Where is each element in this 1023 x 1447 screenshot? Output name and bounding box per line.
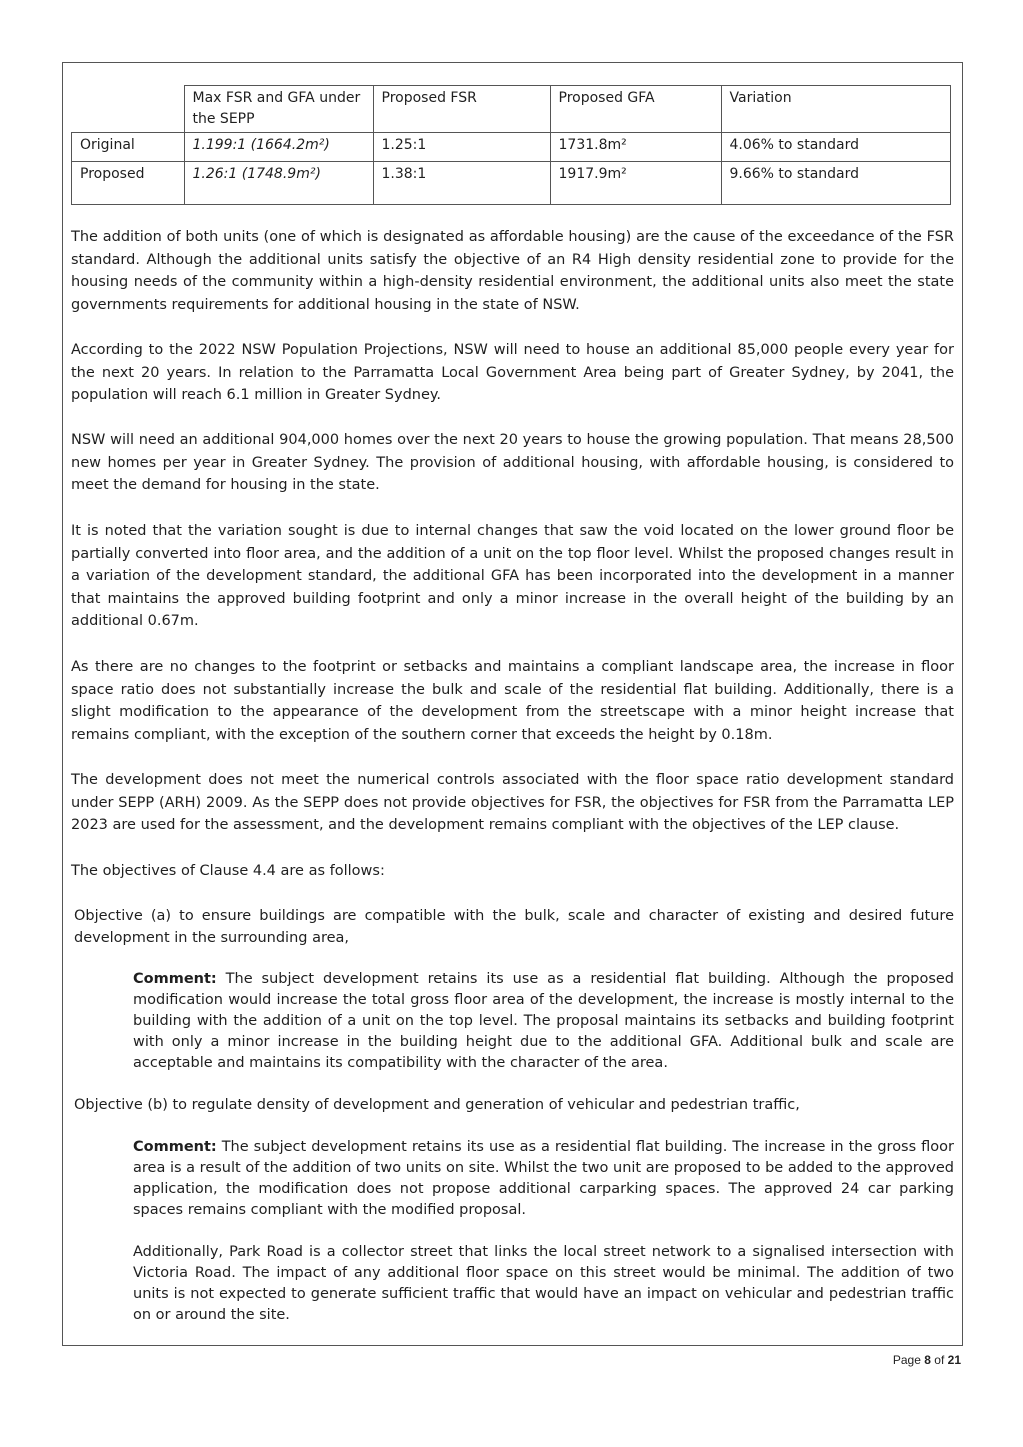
objective-a: Objective (a) to ensure buildings are compatible with the bulk, scale and character of existing and desired future development in the surrounding area,	[74, 908, 954, 946]
comment-a	[133, 969, 954, 1074]
paragraph-population: According to the 2022 NSW Population Projections, NSW will need to house an additional 85,000 people every year for the next 20 years. In relation to the Parramatta Local Government Area being part of Greater Sydney, by 2041, the population will reach 6.1 million in Greater Sydney.	[71, 342, 954, 404]
comment-b-continued: Additionally, Park Road is a collector street that links the local street network to a signalised intersection with Victoria Road. The impact of any additional floor space on this street would be minimal. The addition of two units is not expected to generate sufficient traffic that would have an impact on vehicular and pedestrian traffic on or around the site.	[133, 1244, 954, 1323]
variation-cell: 4.06% to standard	[721, 133, 951, 162]
page-number	[893, 1353, 961, 1367]
table-row	[72, 162, 951, 205]
header-cell-fsr: Proposed FSR	[373, 86, 550, 133]
current-page: 8	[924, 1353, 931, 1367]
table-header-row	[72, 86, 951, 133]
paragraph-bulk-scale: As there are no changes to the footprint or setbacks and maintains a compliant landscape area, the increase in floor space ratio does not substantially increase the bulk and scale of the residential flat building. Additionally, there is a slight modification to the appearance of the development from the streetscape with a minor height increase that remains compliant, with the exception of the southern corner that exceeds the height by 0.18m.	[71, 659, 954, 743]
paragraph-variation-cause: It is noted that the variation sought is due to internal changes that saw the void located on the lower ground floor be partially converted into floor area, and the addition of a unit on the top floor level. Whilst the proposed changes result in a variation of the development standard, the additional GFA has been incorporated into the development in a manner that maintains the approved building footprint and only a minor increase in the overall height of the building by an additional 0.67m.	[71, 523, 954, 630]
max-fsr-gfa-cell: 1.199:1 (1664.2m²)	[184, 133, 373, 162]
proposed-gfa-cell: 1731.8m²	[550, 133, 721, 162]
paragraph-objectives-intro: The objectives of Clause 4.4 are as follows:	[71, 863, 385, 879]
page-word: Page	[892, 1353, 921, 1367]
objective-b: Objective (b) to regulate density of development and generation of vehicular and pedestrian traffic,	[74, 1097, 800, 1113]
header-cell-max: Max FSR and GFA under the SEPP	[184, 86, 373, 133]
max-fsr-gfa-cell: 1.26:1 (1748.9m²)	[184, 162, 373, 205]
row-label: Original	[72, 133, 185, 162]
fsr-table	[71, 85, 951, 205]
header-cell-blank	[72, 86, 185, 133]
variation-cell: 9.66% to standard	[721, 162, 951, 205]
row-label: Proposed	[72, 162, 185, 205]
comment-b	[133, 1137, 954, 1221]
proposed-gfa-cell: 1917.9m²	[550, 162, 721, 205]
paragraph-sepp: The development does not meet the numerical controls associated with the floor space ratio development standard under SEPP (ARH) 2009. As the SEPP does not provide objectives for FSR, the objectives for FSR from the Parramatta LEP 2023 are used for the assessment, and the development remains compliant with the objectives of the LEP clause.	[71, 772, 954, 834]
comment-label: Comment:	[133, 971, 217, 987]
proposed-fsr-cell: 1.38:1	[373, 162, 550, 205]
paragraph-homes: NSW will need an additional 904,000 homes over the next 20 years to house the growing population. That means 28,500 new homes per year in Greater Sydney. The provision of additional housing, with affordable housing, is considered to meet the demand for housing in the state.	[71, 432, 954, 494]
total-pages: 21	[947, 1353, 961, 1367]
paragraph-fsr-exceedance: The addition of both units (one of which is designated as affordable housing) are the cause of the exceedance of the FSR standard. Although the additional units satisfy the objective of an R4 High density residential zone to provide for the housing needs of the community within a high-density residential environment, the additional units also meet the state governments requirements for additional housing in the state of NSW.	[71, 229, 954, 313]
comment-a-text: The subject development retains its use as a residential flat building. Although the proposed modification would increase the total gross floor area of the development, the increase is mostly internal to the building with the addition of a unit on the top level. The proposal maintains its setbacks and building footprint with only a minor increase in the building height due to the additional GFA. Additional bulk and scale are acceptable and maintains its compatibility with the character of the area.	[133, 971, 954, 1071]
comment-b-text: The subject development retains its use as a residential flat building. The increase in the gross floor area is a result of the addition of two units on site. Whilst the two unit are proposed to be added to the approved application, the modification does not propose additional carparking spaces. The approved 24 car parking spaces remains compliant with the modified proposal.	[133, 1139, 954, 1218]
header-cell-variation: Variation	[721, 86, 951, 133]
comment-label: Comment:	[133, 1139, 217, 1155]
header-cell-gfa: Proposed GFA	[550, 86, 721, 133]
table-row	[72, 133, 951, 162]
proposed-fsr-cell: 1.25:1	[373, 133, 550, 162]
of-word: of	[934, 1353, 945, 1367]
